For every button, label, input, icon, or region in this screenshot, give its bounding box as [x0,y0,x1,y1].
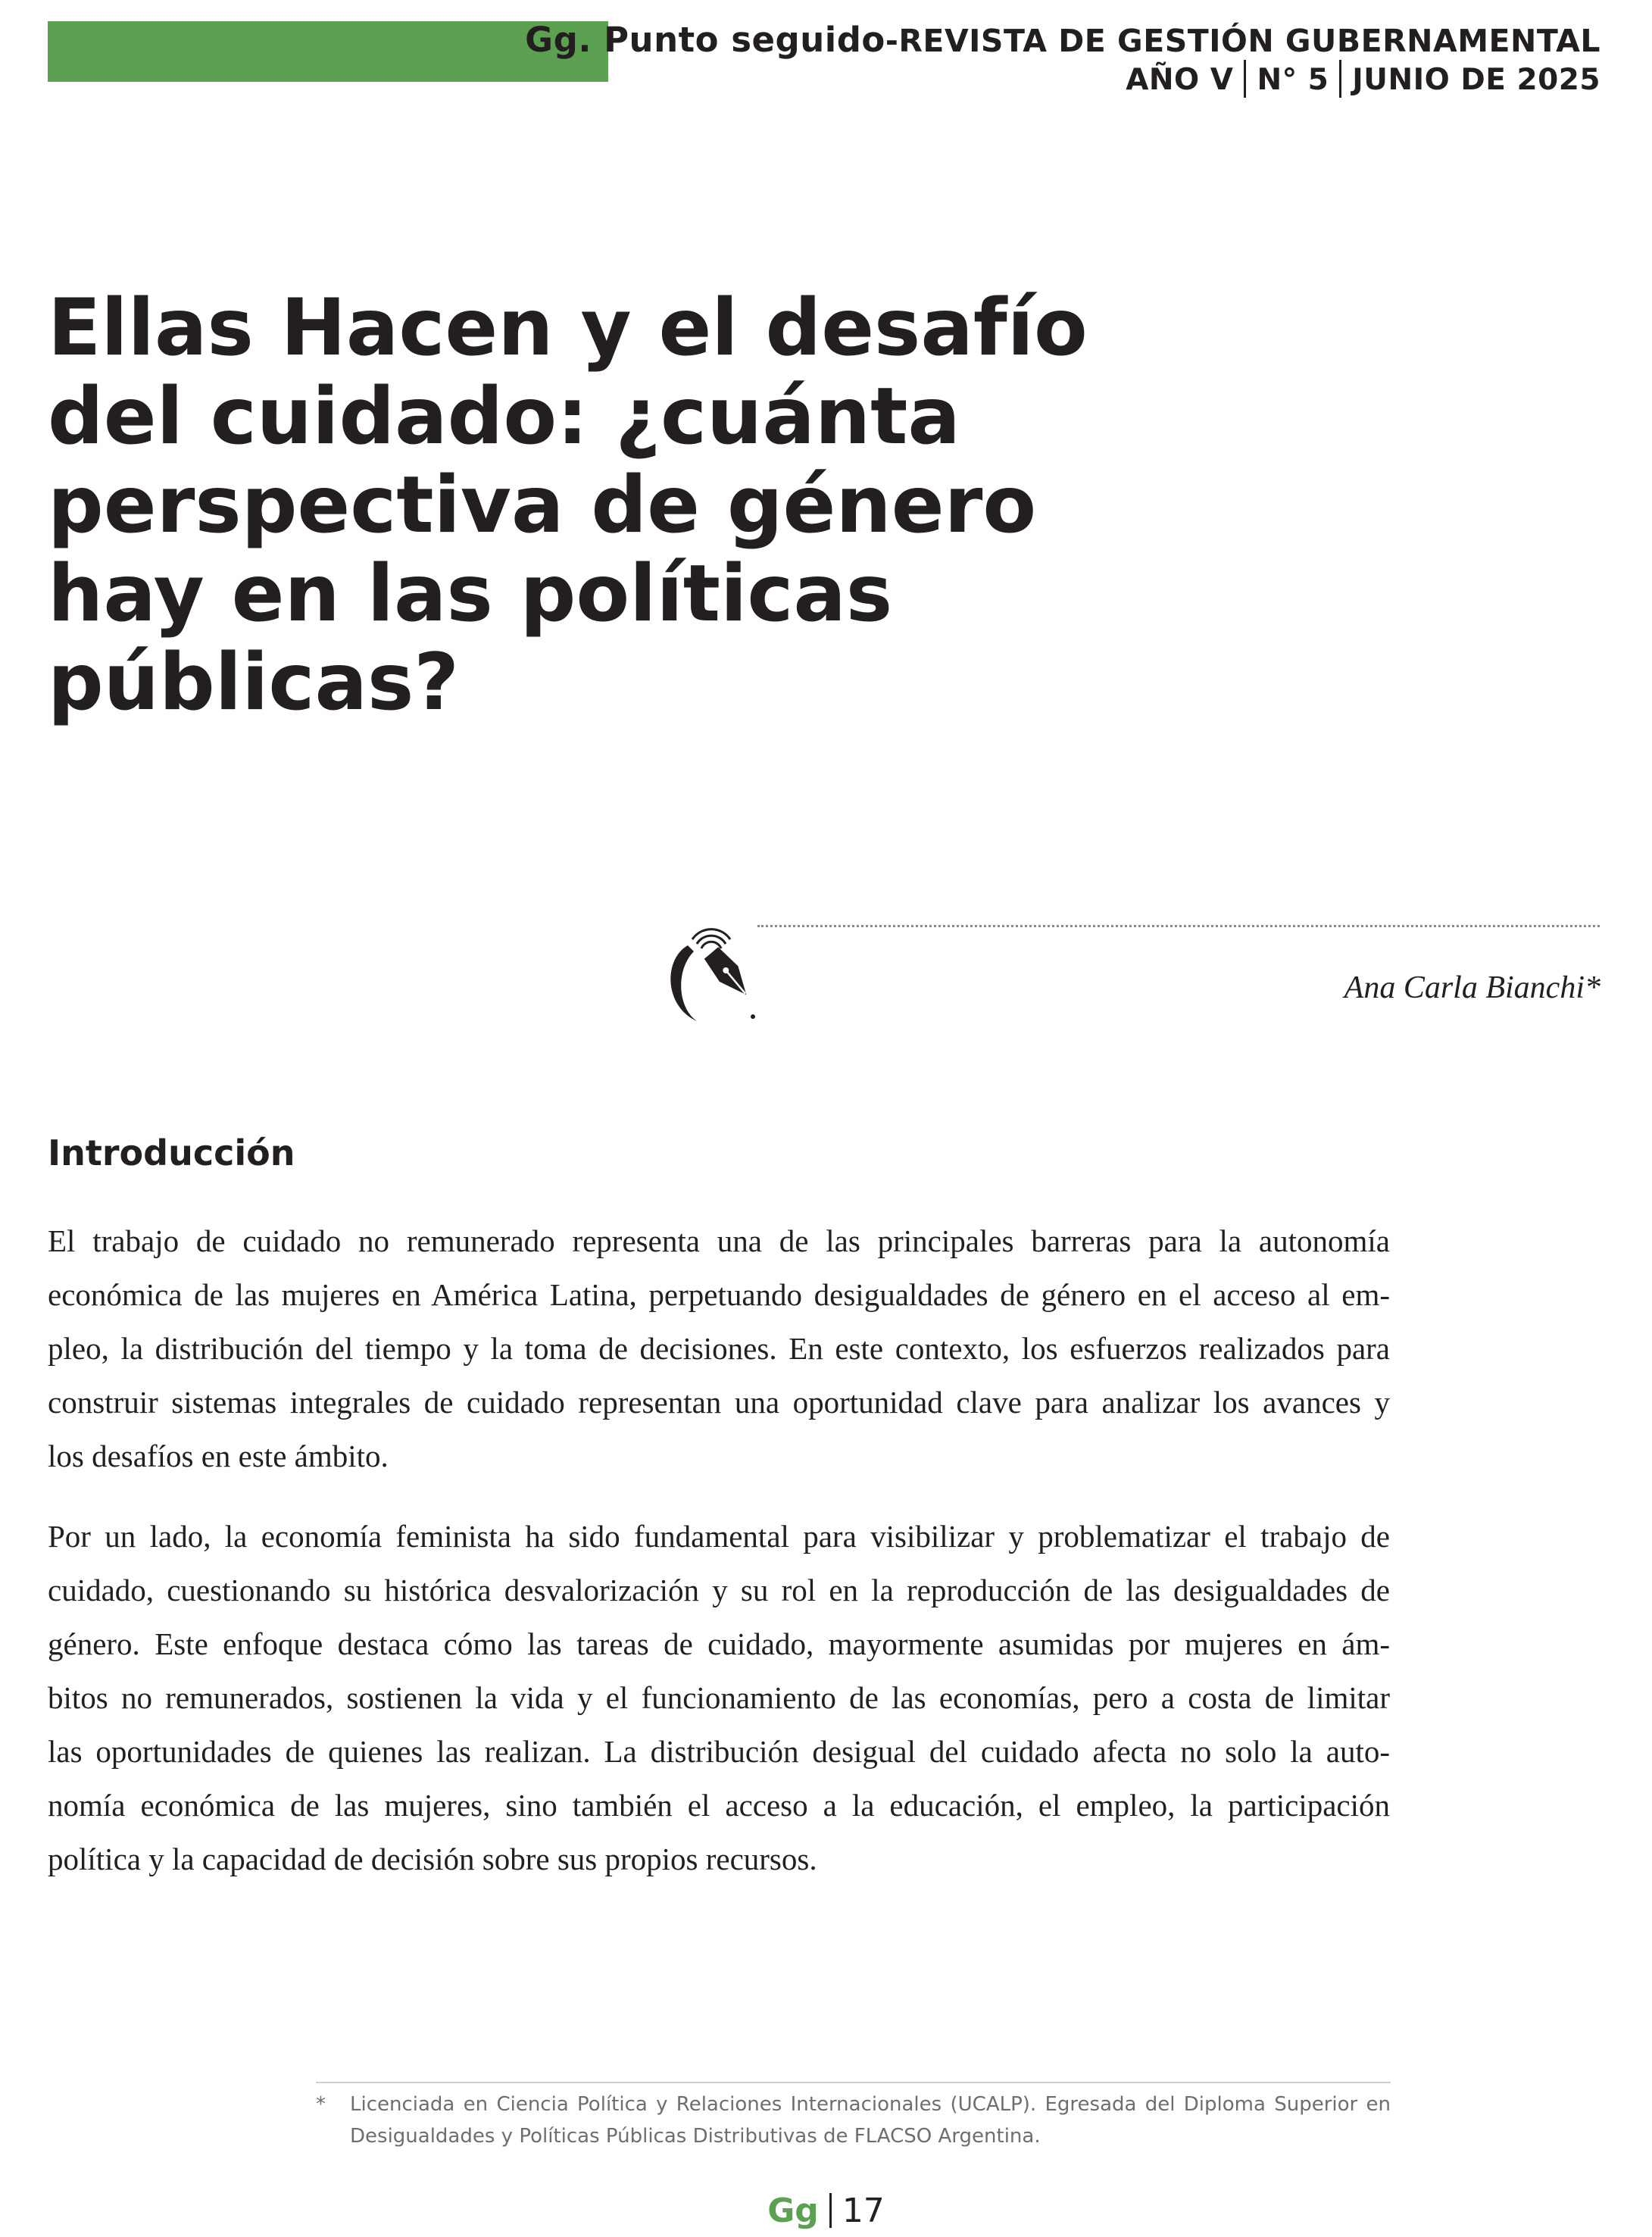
paragraph-line: cuidado, cuestionando su histórica desvalorización y su rol en la reproducción de las desigualdades de [48,1573,1390,1607]
footnote-line: Licenciada en Ciencia Política y Relaciones Internacionales (UCALP). Egresada del Diploma Superior en [350,2093,1391,2116]
fountain-pen-icon [657,923,771,1036]
title-line: hay en las políticas [48,548,893,639]
issue-info [525,61,1600,101]
footnote-text [350,2089,1391,2152]
footer-divider [829,2193,832,2228]
journal-name [525,20,1600,61]
title-line: del cuidado: ¿cuánta [48,371,960,462]
footnote-marker: * [316,2093,326,2116]
paragraph-line: política y la capacidad de decisión sobre sus propios recursos. [48,1842,817,1876]
section-heading: Introducción [48,1133,295,1173]
body-paragraph-1 [48,1214,1390,1483]
header-accent-bar [48,21,608,82]
journal-brand: Gg. Punto seguido [525,20,885,60]
author-divider [757,925,1600,927]
journal-subtitle: -REVISTA DE GESTIÓN GUBERNAMENTAL [885,23,1600,59]
footnote-line: Desigualdades y Políticas Públicas Distributivas de FLACSO Argentina. [350,2125,1041,2148]
body-paragraph-2 [48,1510,1390,1886]
title-line: Ellas Hacen y el desafío [48,283,1088,373]
paragraph-line: económica de las mujeres en América Latina, perpetuando desigualdades de género en el acceso al em- [48,1277,1390,1312]
article-title [48,284,1108,727]
paragraph-line: los desafíos en este ámbito. [48,1439,389,1473]
author-name: Ana Carla Bianchi* [1344,970,1600,1005]
issue-number: N° 5 [1257,63,1329,97]
issue-divider [1244,60,1246,98]
paragraph-line: género. Este enfoque destaca cómo las tareas de cuidado, mayormente asumidas por mujeres en ám- [48,1626,1390,1661]
page-footer [0,2192,1652,2231]
issue-divider [1339,60,1341,98]
paragraph-line: bitos no remunerados, sostienen la vida y el funcionamiento de las economías, pero a costa de limitar [48,1680,1390,1715]
title-line: públicas? [48,637,460,728]
paragraph-line: El trabajo de cuidado no remunerado representa una de las principales barreras para la autonomía [48,1223,1390,1258]
footnote-divider [316,2082,1391,2083]
paragraph-line: las oportunidades de quienes las realizan. La distribución desigual del cuidado afecta no solo la auto- [48,1734,1390,1769]
paragraph-line: Por un lado, la economía feminista ha sido fundamental para visibilizar y problematizar el trabajo de [48,1519,1390,1554]
paragraph-line: pleo, la distribución del tiempo y la toma de decisiones. En este contexto, los esfuerzos realizados para [48,1331,1390,1366]
paragraph-line: nomía económica de las mujeres, sino también el acceso a la educación, el empleo, la participación [48,1788,1390,1823]
footer-brand: Gg [767,2192,819,2230]
page-number: 17 [842,2192,885,2230]
footnote [316,2089,1391,2152]
journal-header [525,20,1600,101]
title-line: perspectiva de género [48,460,1037,551]
paragraph-line: construir sistemas integrales de cuidado representan una oportunidad clave para analizar los avances y [48,1385,1390,1420]
issue-year: AÑO V [1126,63,1234,97]
issue-date: JUNIO DE 2025 [1352,63,1600,97]
